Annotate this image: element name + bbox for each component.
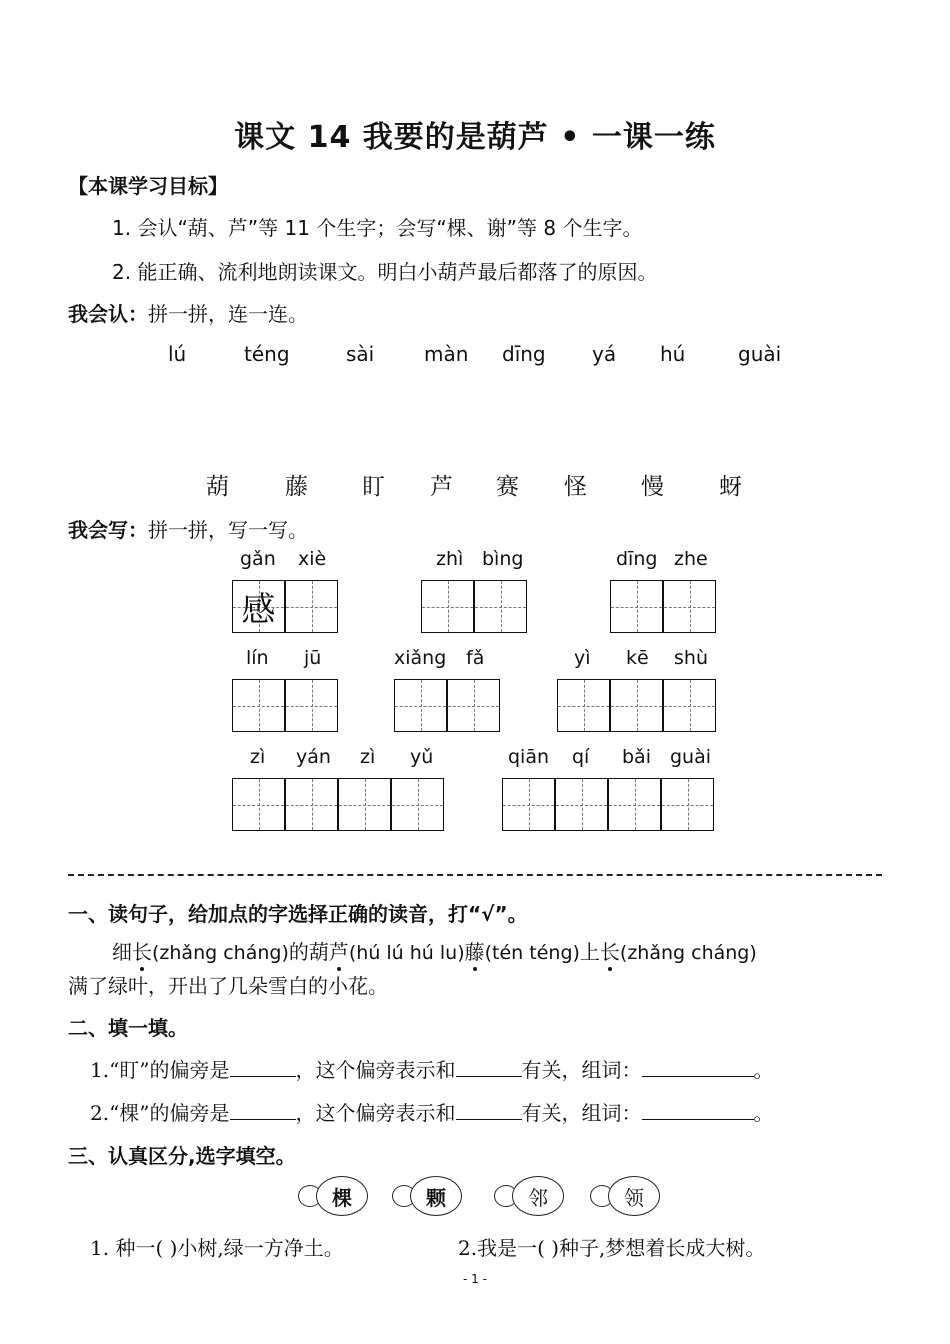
q3-sentence-1[interactable]: 1. 种一( )小树,绿一方净土。: [90, 1236, 344, 1260]
write-pinyin: yǔ: [410, 746, 434, 768]
fill-blank[interactable]: [230, 1076, 296, 1077]
write-pinyin: bìng: [482, 548, 524, 570]
char-item: 怪: [564, 474, 587, 500]
writing-box[interactable]: [610, 679, 663, 732]
writing-box[interactable]: [232, 679, 285, 732]
fill-blank[interactable]: [456, 1119, 522, 1120]
char-item: 慢: [641, 474, 664, 500]
reading-options[interactable]: (zhǎng cháng): [152, 942, 289, 964]
reading-options[interactable]: (tén téng): [484, 942, 580, 964]
q2-item-1: 1.“盯”的偏旁是 ，这个偏旁表示和 有关，组词： 。: [90, 1058, 774, 1082]
q2-item-2: 2.“棵”的偏旁是 ，这个偏旁表示和 有关，组词： 。: [90, 1101, 774, 1125]
gourd-option: 领: [608, 1176, 660, 1216]
char-item: 赛: [496, 474, 519, 500]
writing-box[interactable]: [502, 778, 555, 831]
write-pinyin: zhe: [674, 548, 708, 570]
section-divider: [68, 874, 882, 876]
pinyin-item: sài: [346, 342, 375, 366]
write-heading-row: [68, 514, 308, 543]
write-pinyin: jū: [304, 647, 322, 669]
q3-heading: 三、认真区分,选字填空。: [68, 1144, 296, 1168]
writing-box[interactable]: [421, 580, 474, 633]
goal-item-2: 2. 能正确、流利地朗读课文。明白小葫芦最后都落了的原因。: [112, 260, 658, 284]
write-pinyin: qí: [572, 746, 590, 768]
writing-box[interactable]: [232, 778, 285, 831]
fill-blank[interactable]: [456, 1076, 522, 1077]
goals-heading: 【本课学习目标】: [68, 174, 228, 198]
write-heading: 我会写：: [68, 518, 148, 542]
writing-box[interactable]: [394, 679, 447, 732]
write-pinyin: guài: [670, 746, 712, 768]
pinyin-item: yá: [592, 342, 617, 366]
write-pinyin: dīng: [616, 548, 658, 570]
fill-blank[interactable]: [642, 1119, 754, 1120]
dotted-char: 藤: [465, 936, 485, 965]
writing-box[interactable]: [232, 580, 285, 633]
recognize-heading: 我会认：: [68, 302, 148, 326]
fill-blank[interactable]: [230, 1119, 296, 1120]
page-number: - 1 -: [463, 1272, 487, 1286]
writing-box[interactable]: [285, 580, 338, 633]
write-pinyin: shù: [674, 647, 708, 669]
writing-box[interactable]: [663, 580, 716, 633]
gourd-option: 邻: [512, 1176, 564, 1216]
pinyin-item: lú: [168, 342, 187, 366]
pinyin-item: dīng: [502, 342, 546, 366]
recognize-instruction: 拼一拼，连一连。: [148, 302, 308, 326]
q3-sentence-2[interactable]: 2.我是一( )种子,梦想着长成大树。: [458, 1236, 766, 1260]
write-pinyin: xiè: [298, 548, 327, 570]
char-item: 盯: [362, 474, 385, 500]
char-item: 藤: [285, 474, 308, 500]
reading-options[interactable]: (zhǎng cháng): [619, 942, 757, 964]
writing-box[interactable]: [608, 778, 661, 831]
write-pinyin: zì: [360, 746, 376, 768]
write-pinyin: zì: [250, 746, 266, 768]
write-pinyin: fǎ: [466, 647, 485, 669]
gourd-option: 颗: [410, 1176, 462, 1216]
dotted-char: 芦: [329, 936, 349, 965]
write-pinyin: lín: [246, 647, 269, 669]
sample-char: 感: [241, 590, 276, 630]
pinyin-item: guài: [738, 342, 782, 366]
writing-box[interactable]: [391, 778, 444, 831]
writing-box[interactable]: [285, 778, 338, 831]
writing-box[interactable]: [474, 580, 527, 633]
writing-box[interactable]: [285, 679, 338, 732]
write-pinyin: gǎn: [240, 548, 276, 570]
writing-box[interactable]: [663, 679, 716, 732]
write-pinyin: kē: [626, 647, 649, 669]
q1-sentence-line1: 细长(zhǎng cháng)的葫芦(hú lú hú lu)藤(tén téng)上长(zhǎng cháng): [112, 936, 757, 965]
writing-box[interactable]: [555, 778, 608, 831]
page-title: 课文 14 我要的是葫芦 • 一课一练: [234, 120, 716, 155]
pinyin-item: màn: [424, 342, 469, 366]
writing-box[interactable]: [557, 679, 610, 732]
char-item: 葫: [206, 474, 229, 500]
q1-heading: 一、读句子，给加点的字选择正确的读音，打“√”。: [68, 902, 528, 926]
writing-box[interactable]: [338, 778, 391, 831]
q2-heading: 二、填一填。: [68, 1016, 188, 1040]
reading-options[interactable]: (hú lú hú lu): [348, 942, 465, 964]
write-pinyin: bǎi: [622, 746, 651, 768]
goal-item-1: 1. 会认“葫、芦”等 11 个生字；会写“棵、谢”等 8 个生字。: [112, 216, 643, 240]
write-pinyin: yì: [574, 647, 591, 669]
pinyin-item: hú: [660, 342, 686, 366]
dotted-char: 长: [600, 936, 620, 965]
q1-sentence-line2: 满了绿叶，开出了几朵雪白的小花。: [68, 974, 388, 998]
char-item: 芦: [430, 474, 453, 500]
char-item: 蚜: [719, 474, 742, 500]
writing-box[interactable]: [447, 679, 500, 732]
write-pinyin: yán: [296, 746, 331, 768]
gourd-option: 棵: [316, 1176, 368, 1216]
writing-box[interactable]: [661, 778, 714, 831]
write-pinyin: zhì: [436, 548, 464, 570]
writing-box[interactable]: [610, 580, 663, 633]
pinyin-item: téng: [244, 342, 290, 366]
write-pinyin: xiǎng: [394, 647, 447, 669]
recognize-heading-row: [68, 298, 308, 327]
dotted-char: 长: [132, 936, 152, 965]
write-pinyin: qiān: [508, 746, 550, 768]
write-instruction: 拼一拼，写一写。: [148, 518, 308, 542]
fill-blank[interactable]: [642, 1076, 754, 1077]
